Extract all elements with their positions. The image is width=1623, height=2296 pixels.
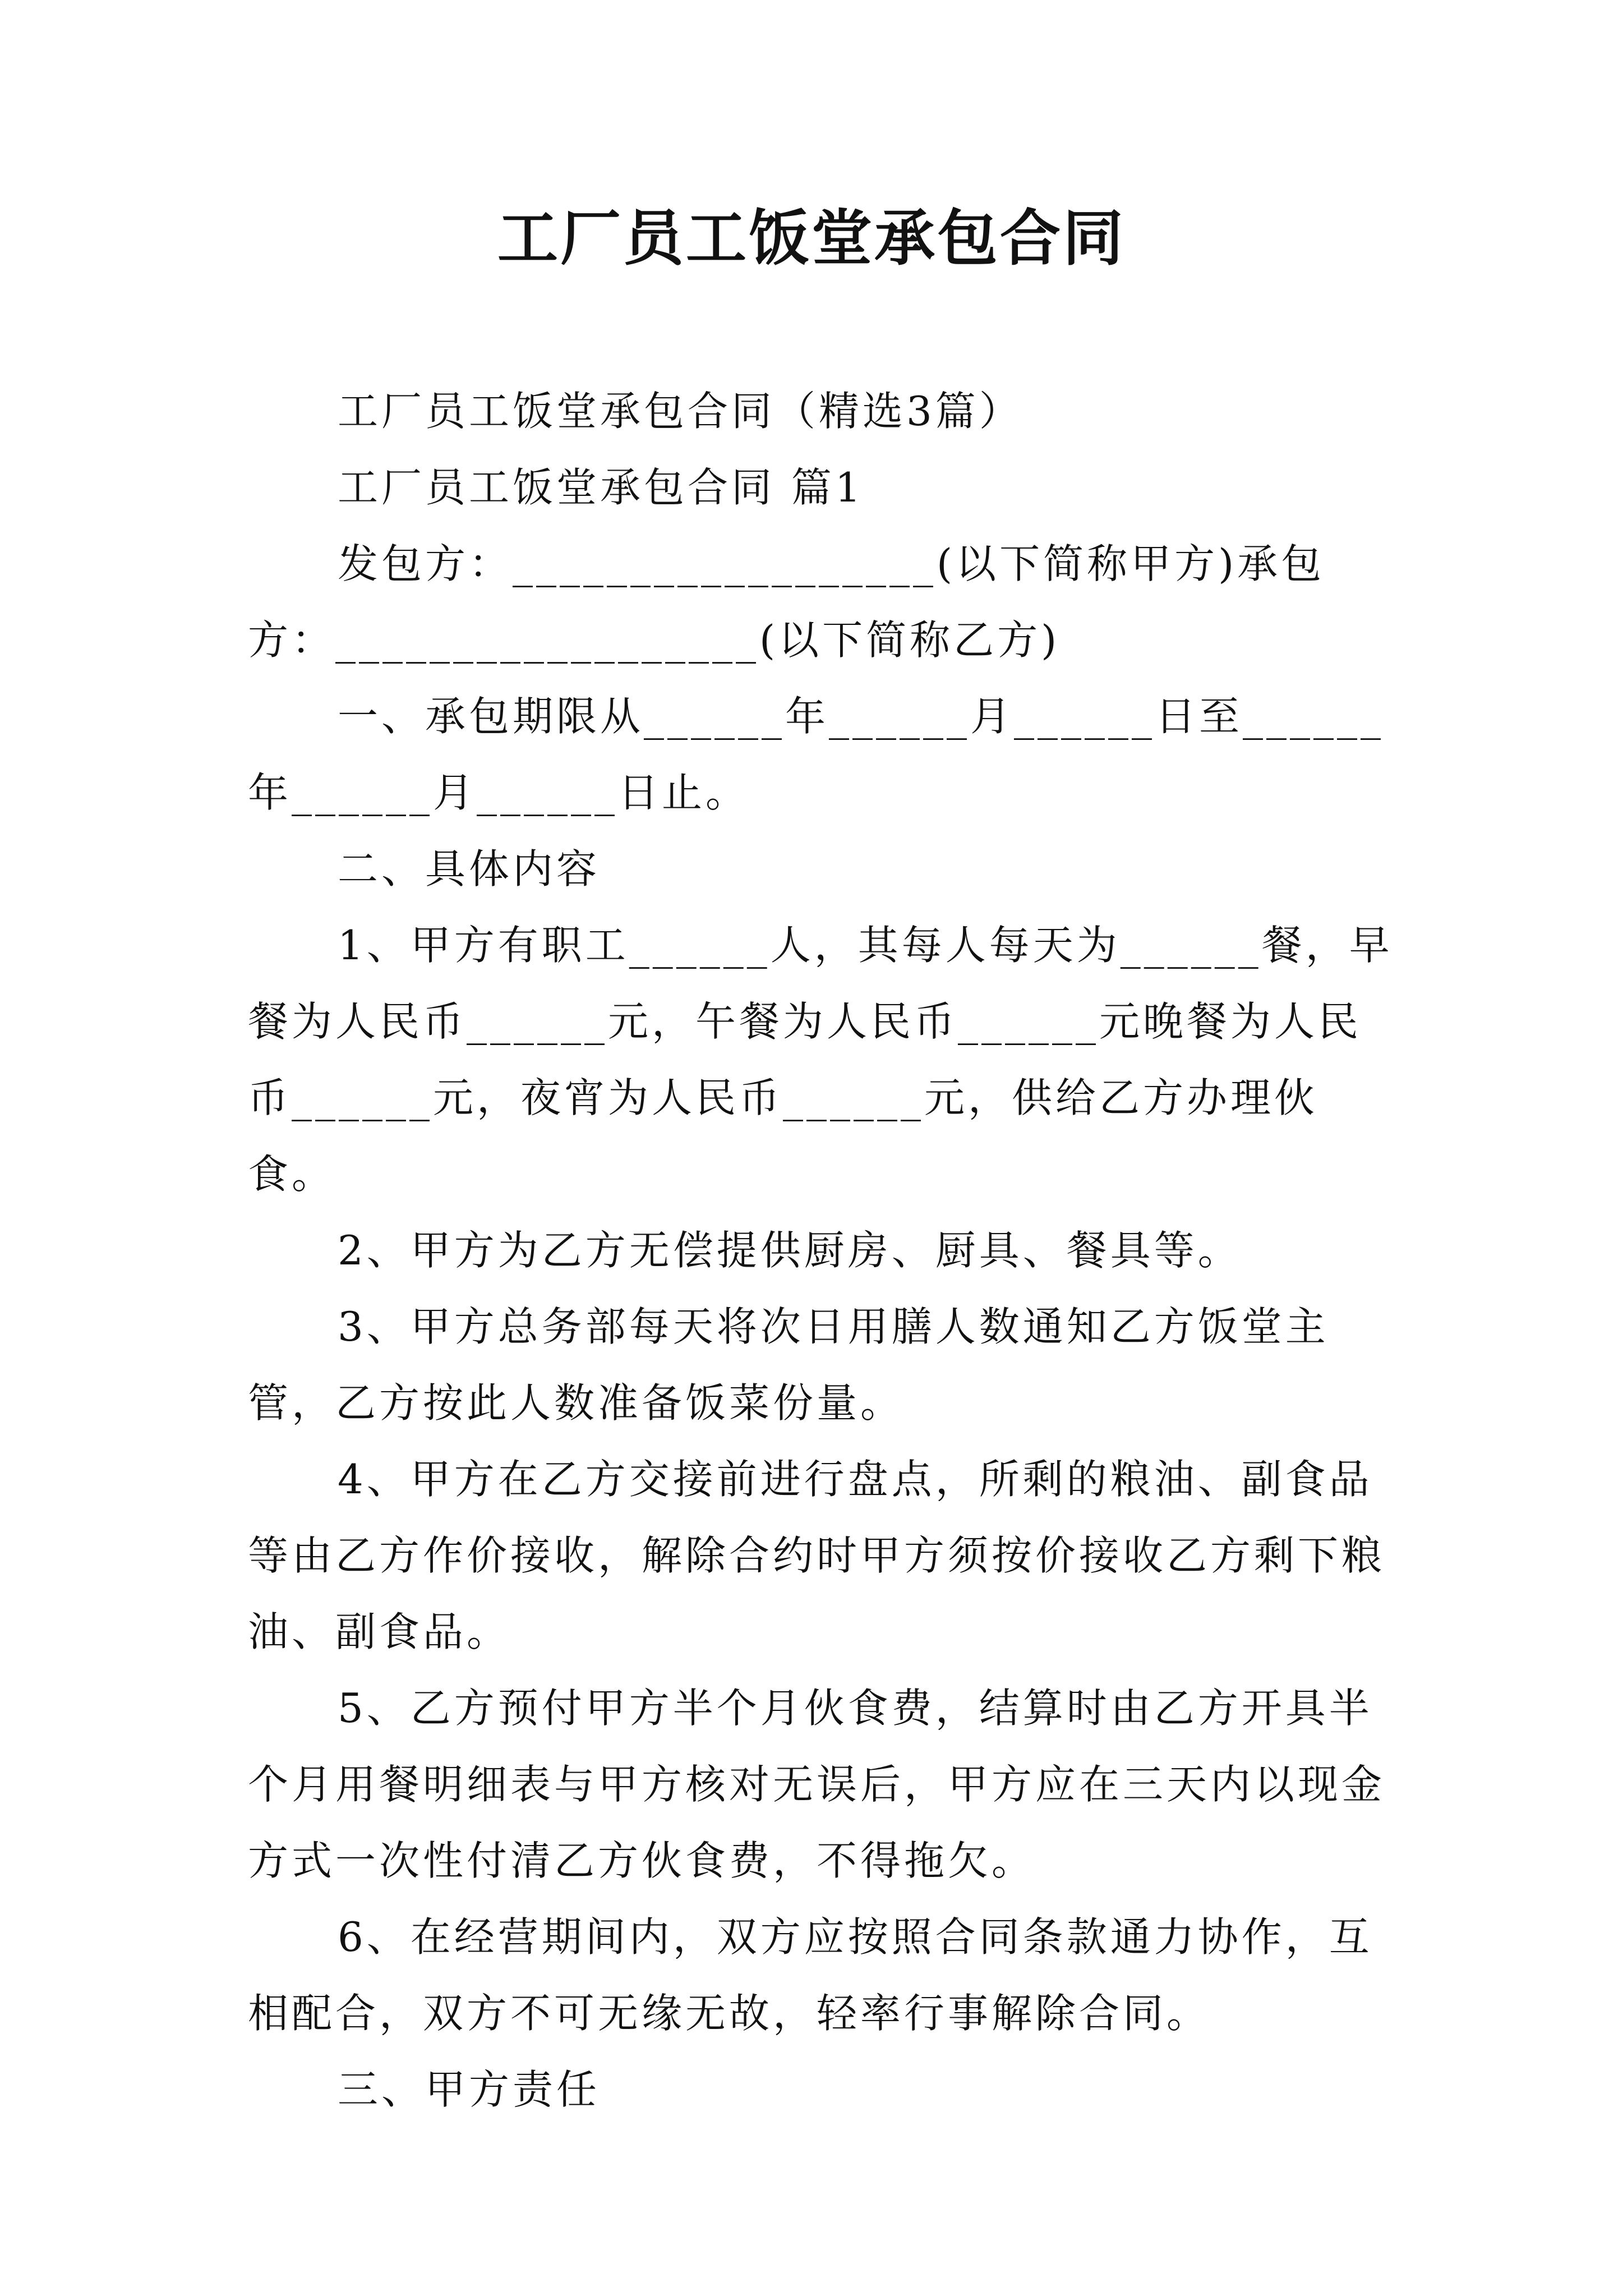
paragraph-term: 一、承包期限从______年______月______日至______年______月______日止。 [248, 693, 1385, 816]
paragraph-clause-1: 1、甲方有职工______人，其每人每天为______餐，早餐为人民币______元，午餐为人民币______元晚餐为人民币______元，夜宵为人民币______元，供给乙方办理伙食。 [248, 922, 1393, 1198]
paragraph-clause-2: 2、甲方为乙方无偿提供厨房、厨具、餐具等。 [338, 1227, 1242, 1274]
document-title: 工厂员工饭堂承包合同 [497, 203, 1126, 274]
paragraph-subtitle: 工厂员工饭堂承包合同（精选3篇） [338, 388, 1023, 435]
paragraph-clause-5: 5、乙方预付甲方半个月伙食费，结算时由乙方开具半个月用餐明细表与甲方核对无误后，甲方应在三天内以现金方式一次性付清乙方伙食费，不得拖欠。 [248, 1685, 1386, 1884]
document-body [248, 373, 1403, 2128]
paragraph-section-3-heading: 三、甲方责任 [338, 2066, 601, 2113]
paragraph-parties: 发包方：__________________(以下简称甲方)承包方：__________________(以下简称乙方) [248, 540, 1325, 664]
paragraph-part-heading: 工厂员工饭堂承包合同 篇1 [338, 464, 864, 511]
paragraph-clause-3: 3、甲方总务部每天将次日用膳人数通知乙方饭堂主管，乙方按此人数准备饭菜份量。 [248, 1303, 1329, 1427]
paragraph-section-2-heading: 二、具体内容 [338, 845, 601, 892]
paragraph-clause-6: 6、在经营期间内，双方应按照合同条款通力协作，互相配合，双方不可无缘无故，轻率行事解除合同。 [248, 1913, 1373, 2037]
paragraph-clause-4: 4、甲方在乙方交接前进行盘点，所剩的粮油、副食品等由乙方作价接收，解除合约时甲方须按价接收乙方剩下粮油、副食品。 [248, 1456, 1386, 1655]
